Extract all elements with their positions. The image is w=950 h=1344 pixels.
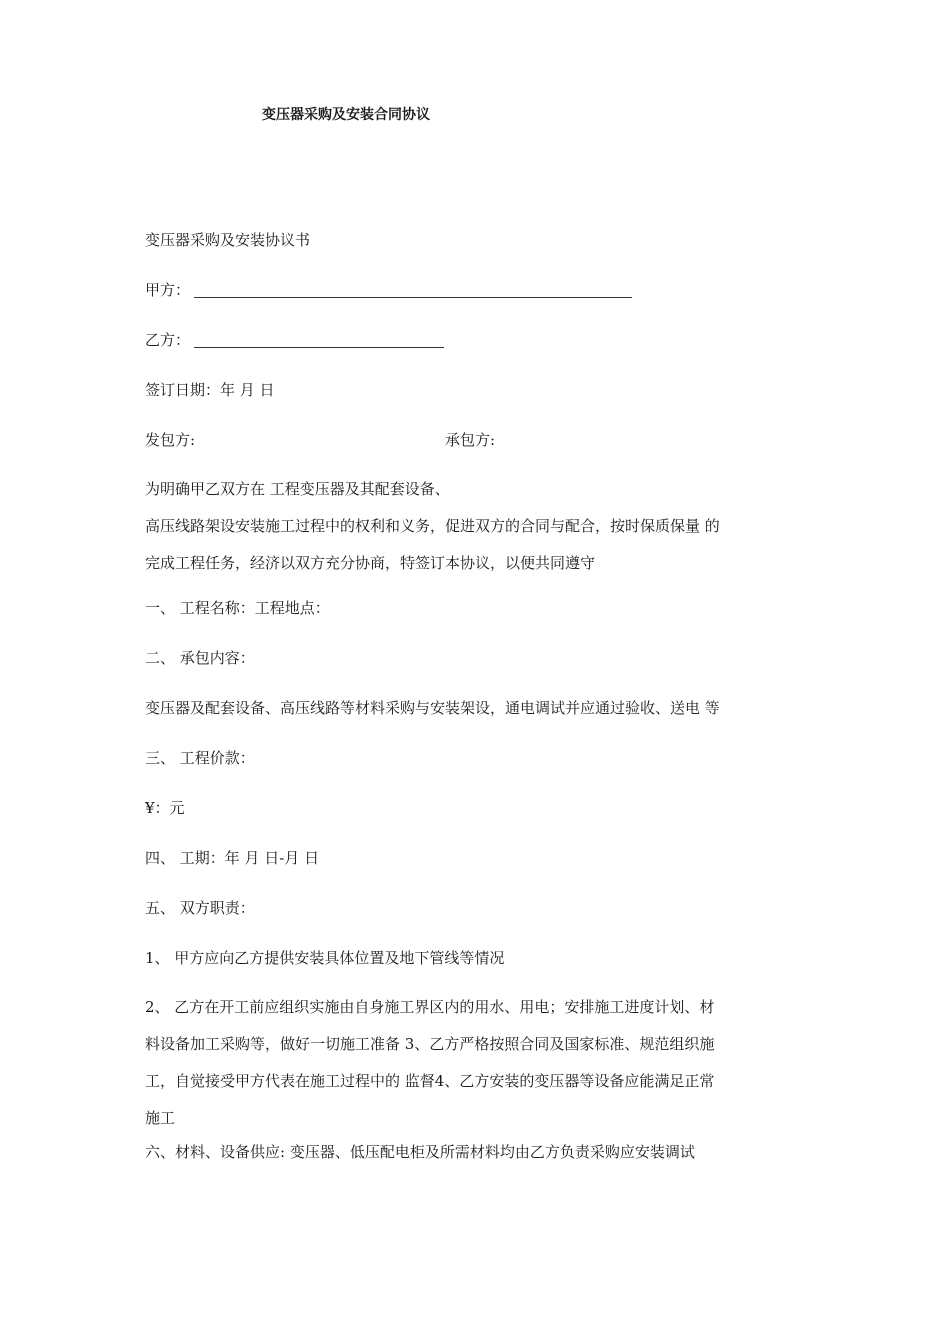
section-5-heading: 五、 双方职责： <box>145 899 255 917</box>
party-b-label: 乙方： <box>145 331 191 349</box>
party-b-line <box>145 331 444 349</box>
section-6-text: 六、材料、设备供应: 变压器、低压配电柜及所需材料均由乙方负责采购应安装调试 <box>145 1143 695 1161</box>
sign-date: 签订日期：年 月 日 <box>145 381 275 399</box>
agreement-subtitle: 变压器采购及安装协议书 <box>145 231 311 249</box>
party-a-line <box>145 281 632 299</box>
price-line: ¥：元 <box>145 799 185 817</box>
intro-line: 为明确甲乙双方在 工程变压器及其配套设备、 <box>145 480 450 498</box>
duty-2-line: 料设备加工采购等，做好一切施工准备 3、乙方严格按照合同及国家标准、规范组织施 <box>145 1035 715 1053</box>
section-2-heading: 二、 承包内容： <box>145 649 255 667</box>
party-b-blank <box>194 333 444 348</box>
document-title: 变压器采购及安装合同协议 <box>262 107 430 123</box>
duty-2-line: 工，自觉接受甲方代表在施工过程中的 监督4、乙方安装的变压器等设备应能满足正常 <box>145 1072 715 1090</box>
issuer-label: 发包方: <box>145 431 196 449</box>
section-3-heading: 三、 工程价款： <box>145 749 255 767</box>
intro-paragraph <box>145 471 805 582</box>
contractor-label: 承包方: <box>445 431 496 449</box>
intro-line: 完成工程任务，经济以双方充分协商，特签订本协议，以便共同遵守 <box>145 554 596 572</box>
section-4-heading: 四、 工期：年 月 日-月 日 <box>145 849 320 867</box>
duty-2-line: 施工 <box>145 1109 176 1127</box>
party-a-label: 甲方： <box>145 281 191 299</box>
section-1-heading: 一、 工程名称：工程地点： <box>145 599 330 617</box>
party-a-blank <box>194 283 632 298</box>
duty-1: 1、 甲方应向乙方提供安装具体位置及地下管线等情况 <box>145 949 505 967</box>
duty-2-line: 2、 乙方在开工前应组织实施由自身施工界区内的用水、用电；安排施工进度计划、材 <box>145 998 715 1016</box>
section-2-text: 变压器及配套设备、高压线路等材料采购与安装架设，通电调试并应通过验收、送电 等 <box>145 699 720 717</box>
intro-line: 高压线路架设安装施工过程中的权利和义务，促进双方的合同与配合，按时保质保量 的 <box>145 517 720 535</box>
duty-2-paragraph <box>145 989 805 1137</box>
